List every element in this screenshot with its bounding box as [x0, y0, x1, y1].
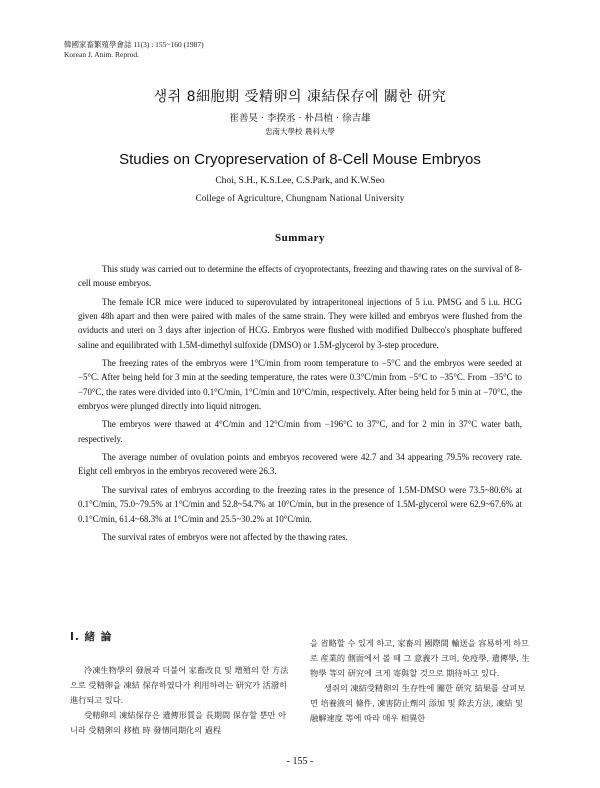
- authors-korean: 崔善昊 · 李揆丞 · 朴昌植 · 徐吉雄: [229, 113, 371, 124]
- section-heading-introduction: Ⅰ. 緒 論: [70, 631, 113, 643]
- left-column-paragraph: 受精卵의 凍結保存은 遺傳形質을 長期間 保存할 뿐만 아니라 受精卵의 移植 時 發情同期化의 過程: [70, 710, 286, 735]
- right-column-paragraph: 을 省略할 수 있게 하고, 家畜의 國際間 輸送을 容易하게 하므로 産業的 側面에서 볼 때 그 意義가 크며, 免疫學, 遺傳學, 生物學 等의 研究에 크게 寄與할 것으로 期待하고 있다.: [310, 638, 530, 678]
- summary-heading: Summary: [275, 232, 325, 244]
- right-column: [310, 636, 532, 726]
- journal-citation: [64, 40, 204, 60]
- left-column-paragraph: 冷凍生物學의 發展과 더불어 家畜改良 및 增殖의 한 方法으로 受精卵을 凍結 保存하였다가 利用하려는 研究가 活潑히 進行되고 있다.: [70, 665, 289, 705]
- title-korean: 생쥐 8細胞期 受精卵의 凍結保存에 關한 研究: [153, 89, 447, 105]
- summary-paragraph: The average number of ovulation points and embryos recovered were 42.7 and 34 appearing 79.5% recovery rate. Eight cell embryos in the embryos recovered were 26.3.: [78, 452, 522, 477]
- journal-citation-line2: Korean J. Anim. Reprod.: [64, 50, 139, 59]
- journal-citation-line1: 韓國家畜繁殖學會誌 11(3) : 155~160 (1987): [64, 40, 204, 49]
- institution-korean: 忠南大學校 農科大學: [265, 127, 335, 136]
- summary-paragraph: The survival rates of embryos according to the freezing rates in the presence of 1.5M-DMSO were 73.5~80.6% at 0.1°C/min, 75.0~79.5% at 1°C/min and 52.8~54.7% at 10°C/min, but in the presence of 1.5M-glycerol were 62.9~67.6% at 0.1°C/min, 61.4~68.3% at 1°C/min and 25.5~30.2% at 10°C/min.: [78, 484, 522, 524]
- summary-body: [78, 262, 522, 544]
- title-english: Studies on Cryopreservation of 8-Cell Mouse Embryos: [119, 151, 481, 168]
- summary-paragraph: The female ICR mice were induced to superovulated by intraperitoneal injections of 5 i.u. PMSG and 5 i.u. HCG given 48h apart and then were paired with males of the same strain. They were killed and embryos were flushed from the oviducts and uteri on 3 days after injection of HCG. Embryos were flushed with modified Dulbecco's phosphate buffered saline and equilibrated with 1.5M-dimethyl sulfoxide (DMSO) or 1.5M-glycerol by 3-step procedure.: [78, 296, 522, 350]
- summary-paragraph: The survival rates of embryos were not affected by the thawing rates.: [102, 531, 348, 542]
- institution-english: College of Agriculture, Chungnam National University: [195, 193, 405, 203]
- summary-paragraph: The embryos were thawed at 4°C/min and 12°C/min from −196°C to 37°C, and for 2 min in 37°C water bath, respectively.: [78, 419, 522, 444]
- summary-paragraph: The freezing rates of the embryos were 1°C/min from room temperature to −5°C and the embryos were seeded at −5°C. After being held for 3 min at the seeding temperature, the rates were 0.3°C/min from −5°C to −35°C. From −35°C to −70°C, the rates were divided into 0.1°C/min, 1°C/min and 10°C/min, respectively. After being held for 5 min at −70°C, the embryos were plunged directly into liquid nitrogen.: [78, 358, 522, 412]
- summary-paragraph: This study was carried out to determine the effects of cryoprotectants, freezing and thawing rates on the survival of 8-cell mouse embryos.: [78, 264, 522, 289]
- right-column-paragraph: 생쥐의 凍結受精卵의 生存性에 關한 研究 結果를 살펴보면 培養液의 條件, 凍害防止劑의 添加 및 除去方法, 凍結 및 融解速度 等에 따라 매우 相異한: [310, 683, 526, 723]
- authors-english: Choi, S.H., K.S.Lee, C.S.Park, and K.W.Seo: [215, 176, 385, 186]
- left-column: [70, 630, 292, 738]
- page-number: - 155 -: [286, 756, 314, 767]
